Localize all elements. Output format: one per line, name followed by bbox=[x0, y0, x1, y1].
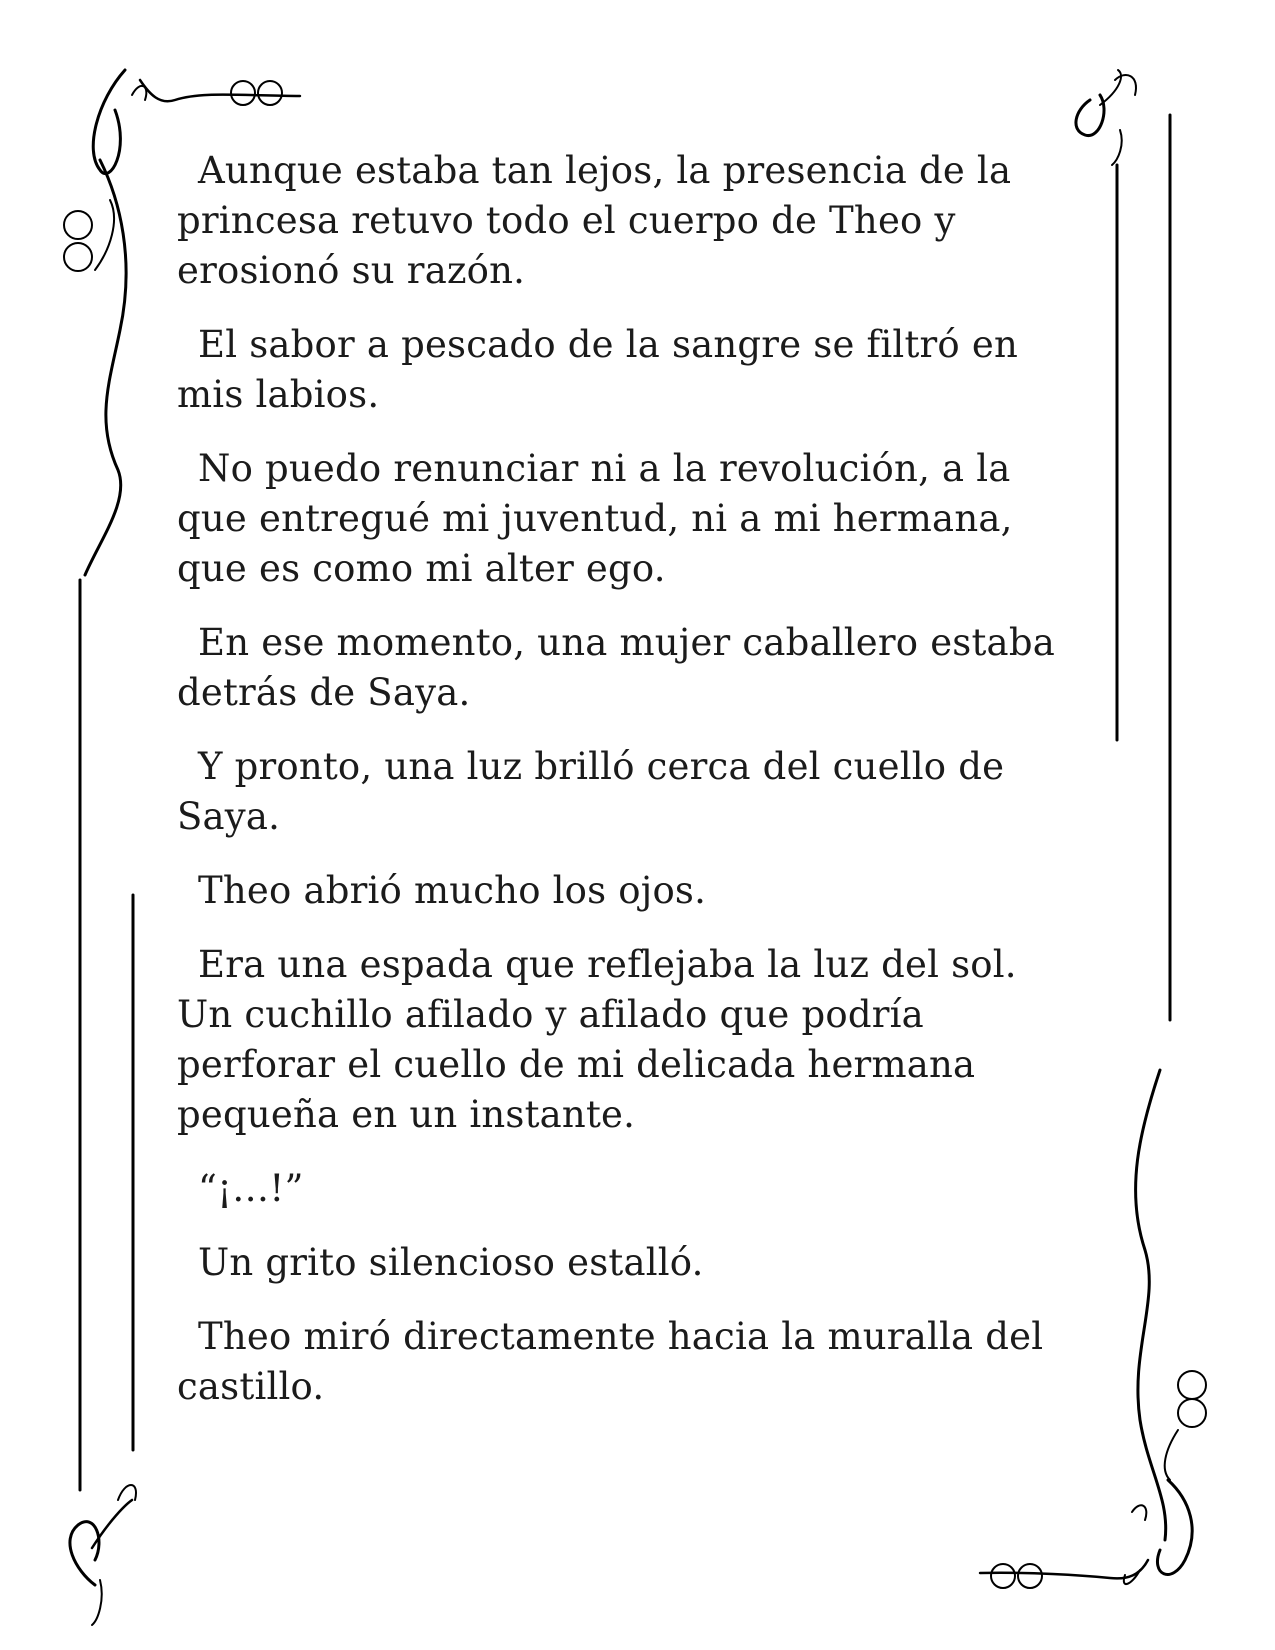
text-line: detrás de Saya. bbox=[177, 671, 471, 714]
text-line: Saya. bbox=[177, 795, 281, 838]
text-line: El sabor a pescado de la sangre se filtró en bbox=[198, 323, 1018, 366]
paragraph bbox=[177, 1164, 1077, 1214]
paragraph bbox=[177, 444, 1077, 594]
text-line: Era una espada que reflejaba la luz del sol. bbox=[198, 943, 1017, 986]
paragraph bbox=[177, 618, 1077, 718]
text-line: Aunque estaba tan lejos, la presencia de la bbox=[198, 149, 1012, 192]
paragraph bbox=[177, 146, 1077, 296]
text-line: No puedo renunciar ni a la revolución, a la bbox=[198, 447, 1011, 490]
text-line: perforar el cuello de mi delicada hermana bbox=[177, 1043, 976, 1086]
text-line: que entregué mi juventud, ni a mi hermana, bbox=[177, 497, 1013, 540]
text-line: castillo. bbox=[177, 1365, 325, 1408]
paragraph bbox=[177, 1312, 1077, 1412]
text-line: princesa retuvo todo el cuerpo de Theo y bbox=[177, 199, 956, 242]
bottom-left-flourish-icon bbox=[70, 1485, 136, 1625]
text-line: Theo miró directamente hacia la muralla del bbox=[198, 1315, 1044, 1358]
paragraph bbox=[177, 1238, 1077, 1288]
text-line: que es como mi alter ego. bbox=[177, 547, 666, 590]
paragraph bbox=[177, 940, 1077, 1140]
paragraph bbox=[177, 866, 1077, 916]
text-line: erosionó su razón. bbox=[177, 249, 526, 292]
top-right-flourish-icon bbox=[1076, 70, 1170, 1020]
text-line: Y pronto, una luz brilló cerca del cuello de bbox=[198, 745, 1005, 788]
text-line: Un grito silencioso estalló. bbox=[198, 1241, 704, 1284]
paragraph bbox=[177, 320, 1077, 420]
text-line: Theo abrió mucho los ojos. bbox=[198, 869, 707, 912]
paragraph bbox=[177, 742, 1077, 842]
text-line: Un cuchillo afilado y afilado que podría bbox=[177, 993, 924, 1036]
chapter-text bbox=[177, 146, 1077, 1436]
text-line: “¡…!” bbox=[198, 1167, 304, 1210]
text-line: En ese momento, una mujer caballero estaba bbox=[198, 621, 1055, 664]
text-line: pequeña en un instante. bbox=[177, 1093, 636, 1136]
text-line: mis labios. bbox=[177, 373, 380, 416]
